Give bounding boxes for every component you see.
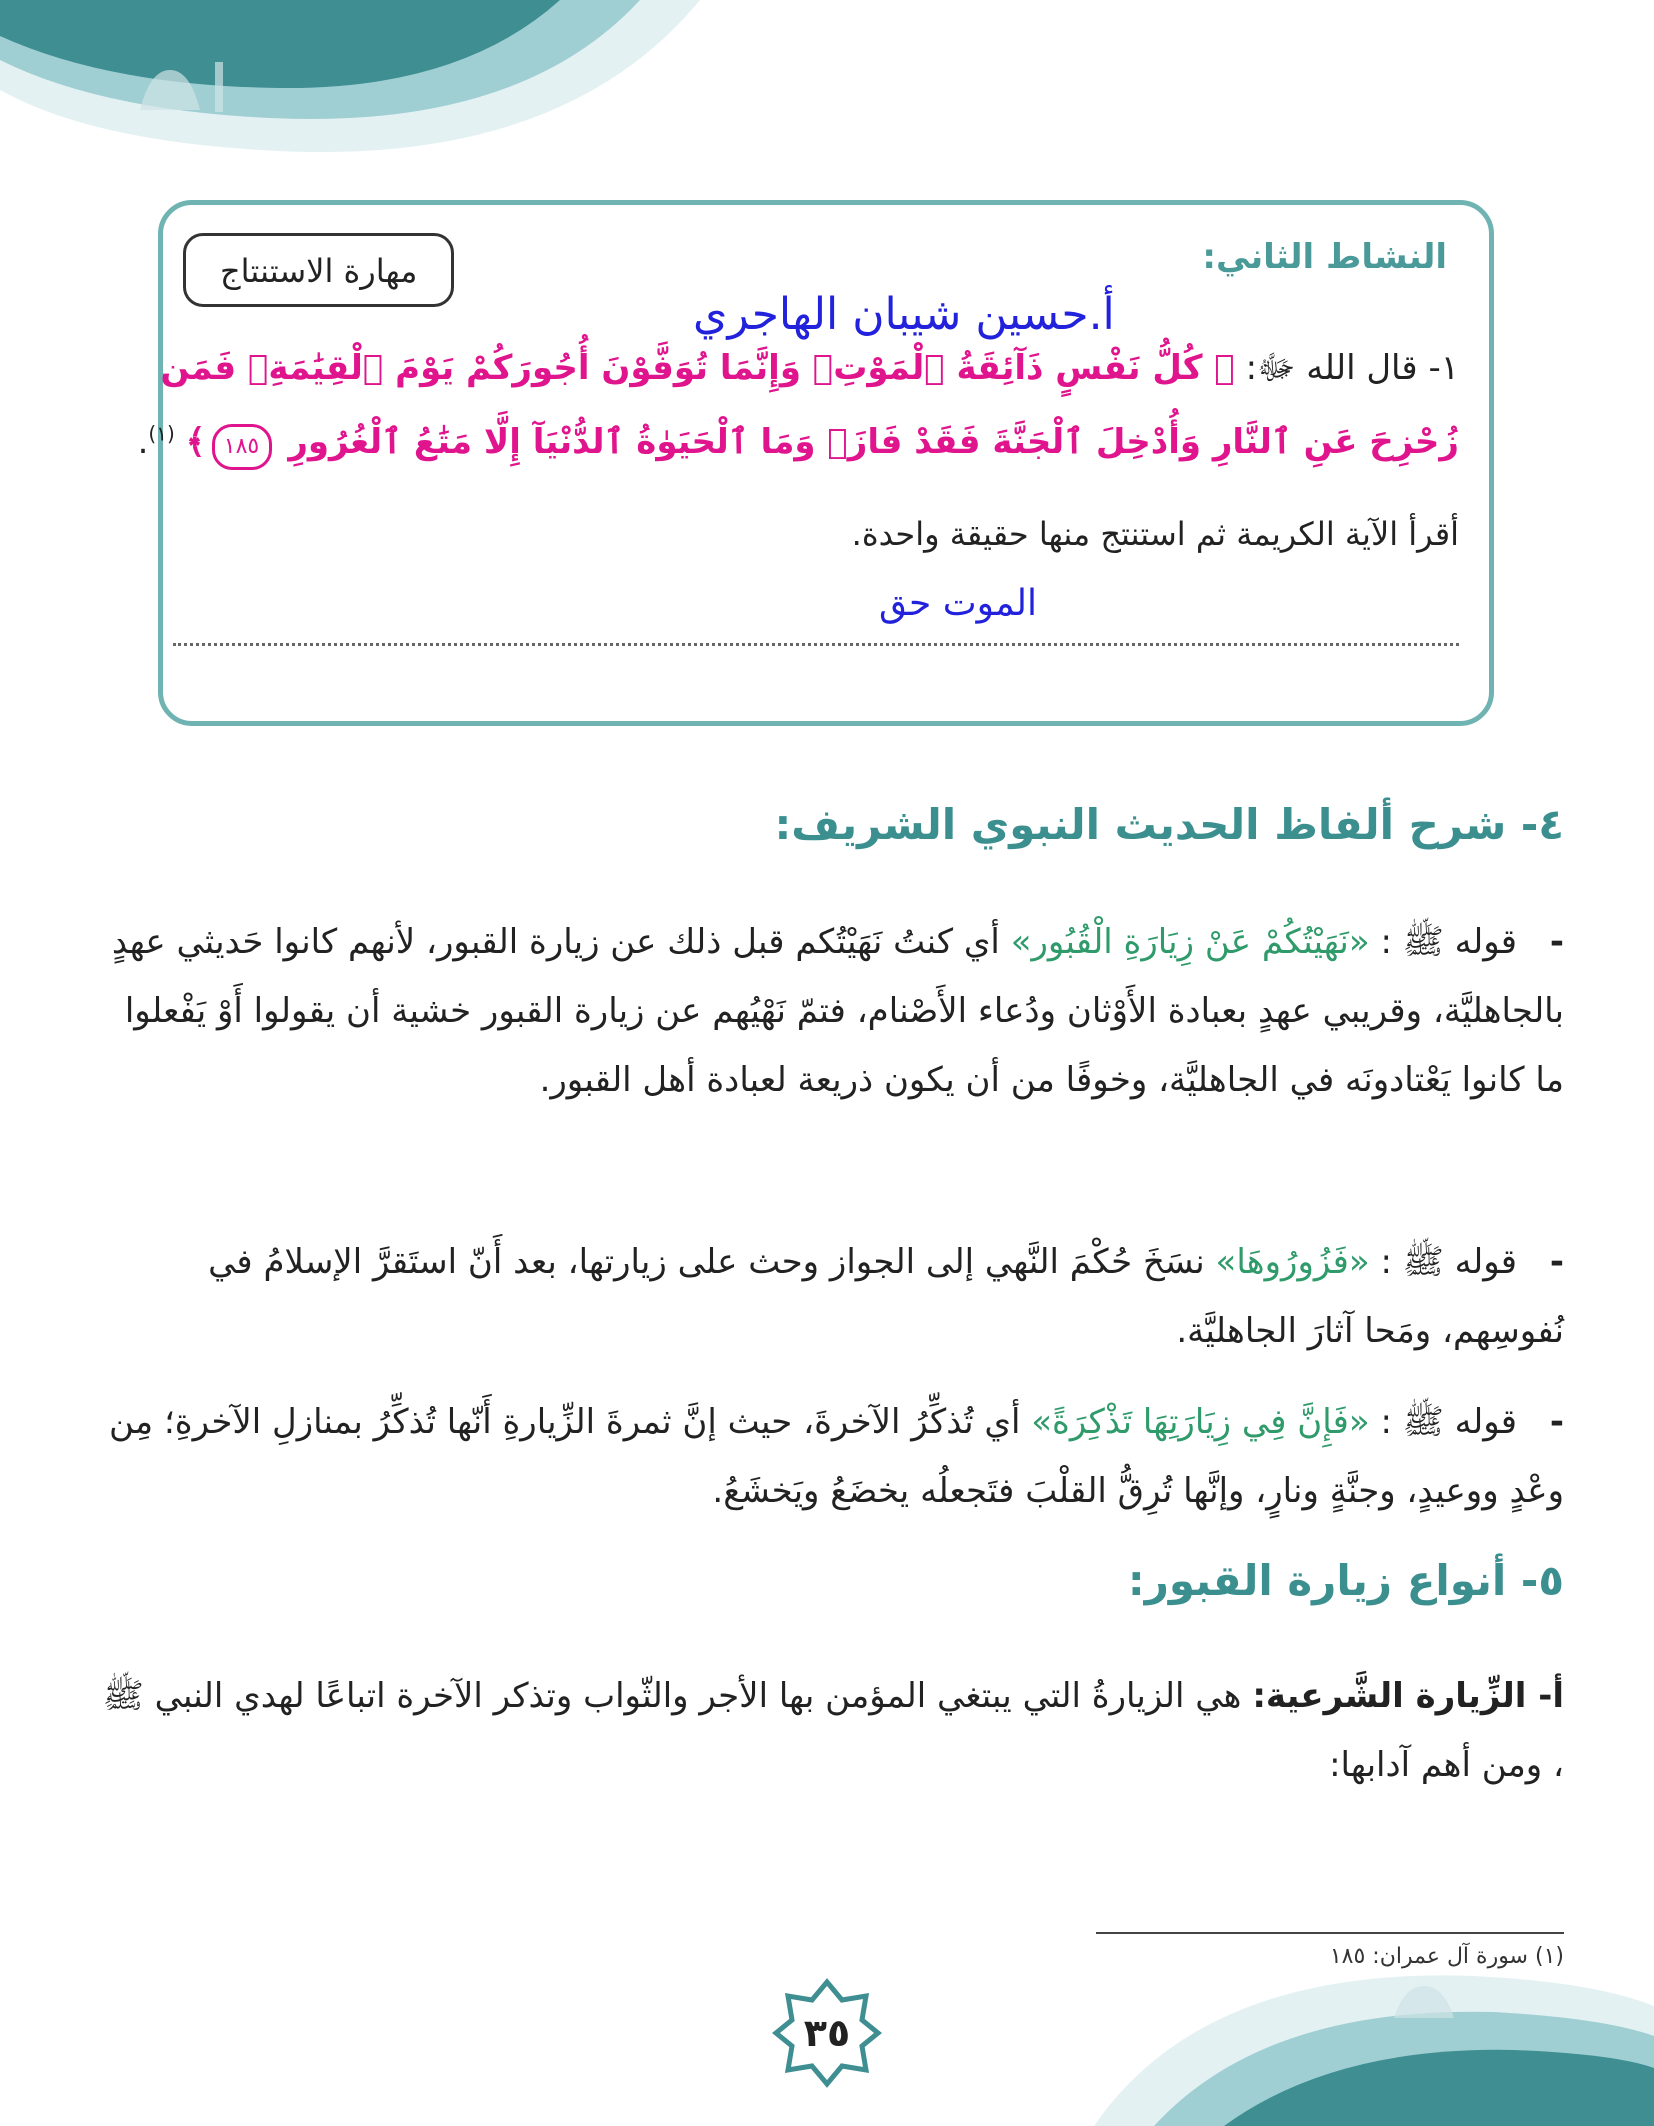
paragraph-label: أ- الزِّيارة الشَّرعية: — [1252, 1676, 1564, 1716]
top-corner-decoration — [0, 0, 700, 200]
handwritten-answer: الموت حق — [879, 583, 1037, 624]
footnote-reference: (١) — [148, 421, 175, 446]
activity-box — [137, 200, 1494, 726]
bullet-dash: - — [1549, 922, 1564, 962]
activity-title: النشاط الثاني: — [1202, 237, 1447, 277]
verse-line-1 — [161, 347, 1460, 396]
verse-line-2: زُحْزِحَ عَنِ ٱلنَّارِ وَأُدْخِلَ ٱلْجَنَّةَ فَقَدْ فَازَۗ وَمَا ٱلْحَيَوٰةُ ٱلدُّنْيَآ إِلَّا مَتَٰعُ ٱلْغُرُورِ ١٨٥﴾ $^{(١)}$. — [138, 421, 1459, 470]
answer-dotted-line — [173, 643, 1459, 646]
footnote-divider — [1096, 1932, 1564, 1934]
footnote: (١) سورة آل عمران: ١٨٥ — [1329, 1944, 1564, 1969]
bullet-dash: - — [1549, 1402, 1564, 1442]
item-text: أي تُذكِّرُ الآخرةَ، حيث إنَّ ثمرةَ الزِّيارةِ أَنّها تُذكِّرُ بمنازلِ الآخرةِ؛ مِن وعْدٍ ووعيدٍ، وجنَّةٍ ونارٍ، وإنَّها تُرِقُّ القلْبَ فتَجعلُه يخضَعُ ويَخشَعُ. — [109, 1402, 1564, 1511]
paragraph-text: هي الزيارةُ التي يبتغي المؤمن بها الأجر والثّواب وتذكر الآخرة اتباعًا لهدي النبي ﷺ ، ومن أهم آدابها: — [102, 1676, 1564, 1785]
teacher-handwritten-name: أ.حسين شيبان الهاجري — [693, 289, 1115, 340]
lawful-visit-paragraph — [94, 1662, 1564, 1800]
quran-text-2: زُحْزِحَ عَنِ ٱلنَّارِ وَأُدْخِلَ ٱلْجَنَّةَ فَقَدْ فَازَۗ وَمَا ٱلْحَيَوٰةُ ٱلدُّنْيَآ إِلَّا مَتَٰعُ ٱلْغُرُورِ — [288, 422, 1459, 462]
section-5-heading: ٥- أنواع زيارة القبور: — [1127, 1556, 1564, 1605]
verse-intro: ١- قال الله ﷻ: — [1245, 348, 1459, 388]
explanation-item — [94, 1388, 1564, 1526]
item-lead: قوله ﷺ : — [1380, 922, 1518, 962]
item-lead: قوله ﷺ : — [1380, 1402, 1518, 1442]
hadith-quote: «نَهَيْتُكُمْ عَنْ زِيَارَةِ الْقُبُور» — [1010, 922, 1370, 962]
quran-text-1: ﴿ كُلُّ نَفْسٍ ذَآئِقَةُ ٱلْمَوْتِۗ وَإِنَّمَا تُوَفَّوْنَ أُجُورَكُمْ يَوْمَ ٱلْقِيَٰمَةِۖ فَمَن — [160, 348, 1235, 388]
section-4-heading: ٤- شرح ألفاظ الحديث النبوي الشريف: — [774, 800, 1564, 849]
explanation-item — [94, 1228, 1564, 1366]
item-text: نسَخَ حُكْمَ النَّهي إلى الجواز وحث على زيارتها، بعد أَنّ استَقرَّ الإسلامُ في نُفوسِهم، ومَحا آثارَ الجاهليَّة. — [208, 1242, 1564, 1351]
hadith-quote: «فَزُورُوهَا» — [1215, 1242, 1370, 1282]
item-text: أي كنتُ نَهَيْتُكم قبل ذلك عن زيارة القبور، لأنهم كانوا حَديثي عهدٍ بالجاهليَّة، وقريبي عهدٍ بعبادة الأَوْثان ودُعاء الأَصْنام، فتمّ نَهْيُهم عن زيارة القبور خشية أن يقولوا أَوْ يَفْعلوا ما كانوا يَعْتادونَه في الجاهليَّة، وخوفًا من أن يكون ذريعة لعبادة أهل القبور. — [111, 922, 1564, 1100]
skill-badge: مهارة الاستنتاج — [183, 233, 454, 307]
explanation-item — [94, 908, 1564, 1115]
item-lead: قوله ﷺ : — [1380, 1242, 1518, 1282]
activity-instruction: أقرأ الآية الكريمة ثم استنتج منها حقيقة واحدة. — [851, 515, 1459, 553]
page-number-badge — [772, 1978, 882, 2088]
hadith-quote: «فَإِنَّ فِي زِيَارَتِهَا تَذْكِرَةً» — [1031, 1402, 1370, 1442]
page-number: ٣٥ — [803, 2011, 851, 2055]
verse-close-bracket: ﴾ — [185, 422, 206, 462]
verse-number-medallion: ١٨٥ — [212, 424, 272, 470]
bullet-dash: - — [1549, 1242, 1564, 1282]
